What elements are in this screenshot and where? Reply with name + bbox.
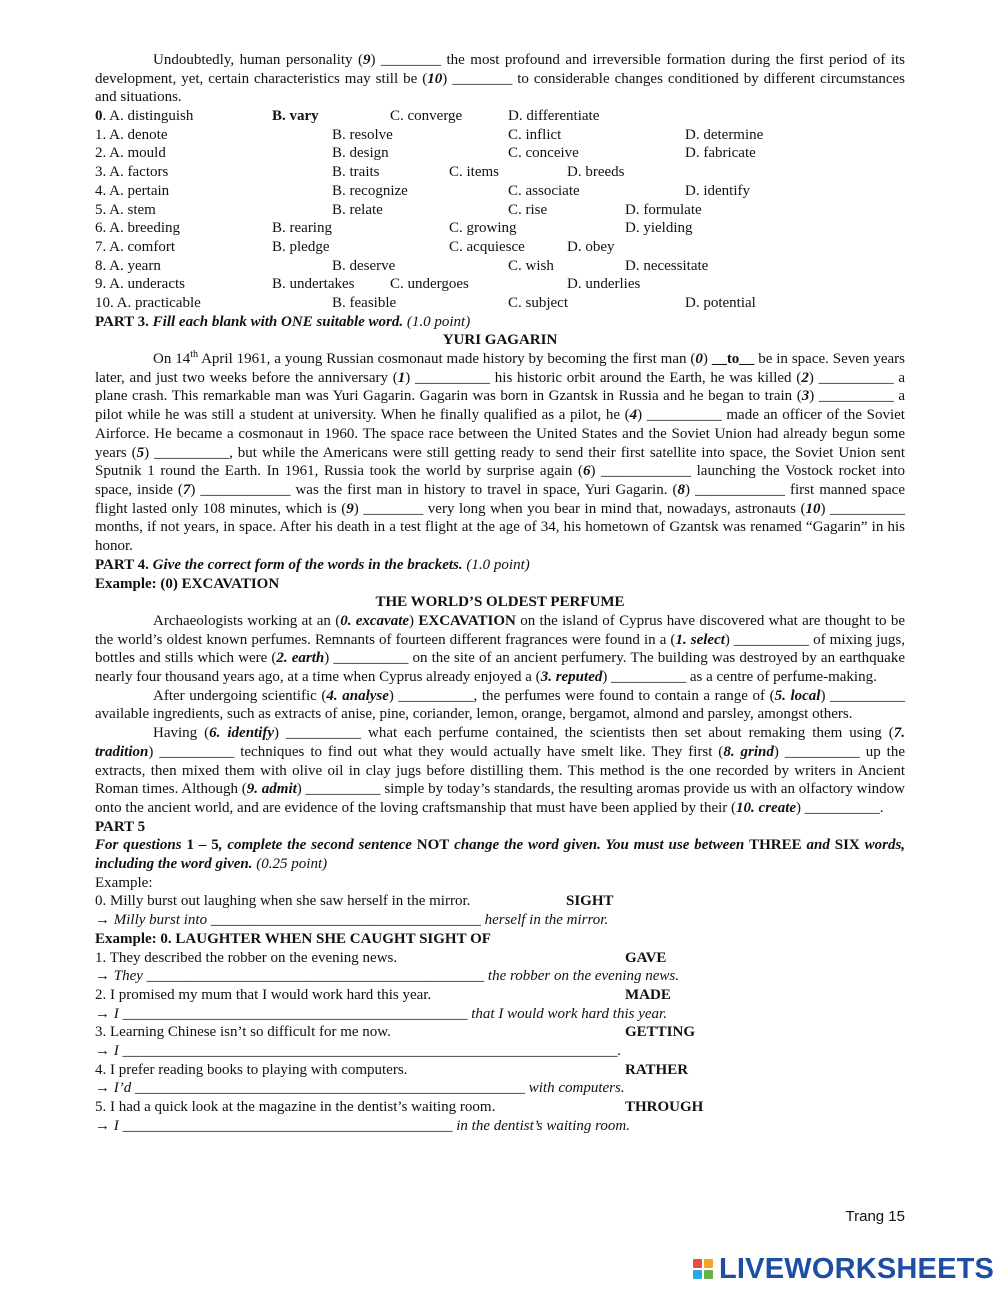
option-d: D. potential bbox=[685, 294, 756, 311]
question-sentence: 3. Learning Chinese isn’t so difficult for me now. bbox=[95, 1024, 391, 1041]
keyword: THROUGH bbox=[625, 1099, 704, 1116]
option-c: C. rise bbox=[508, 201, 548, 218]
option-b: B. recognize bbox=[332, 182, 408, 199]
option-d: D. fabricate bbox=[685, 145, 756, 162]
option-a: 5. A. stem bbox=[95, 201, 156, 218]
option-row bbox=[95, 219, 905, 238]
transformation-questions bbox=[95, 949, 905, 1136]
rewrite-end: . bbox=[617, 1042, 622, 1059]
option-d: D. necessitate bbox=[625, 257, 709, 274]
brand-name: LIVEWORKSHEETS bbox=[719, 1252, 995, 1285]
option-row bbox=[95, 275, 905, 294]
logo-grid-icon bbox=[693, 1259, 713, 1279]
example-answer: Example: 0. LAUGHTER WHEN SHE CAUGHT SIGHT OF bbox=[95, 930, 491, 947]
option-a: 4. A. pertain bbox=[95, 182, 170, 199]
rewrite-row bbox=[95, 1005, 905, 1024]
part5-instruction: For questions 1 – 5, complete the second sentence NOT change the word given. You must use between THREE and SIX words, including the word given. (0.25 point) bbox=[95, 837, 906, 873]
option-b: B. vary bbox=[272, 108, 319, 125]
option-c: C. associate bbox=[508, 182, 580, 199]
option-row bbox=[95, 144, 905, 163]
rewrite-end: in the dentist’s waiting room. bbox=[452, 1117, 631, 1134]
example-keyword: SIGHT bbox=[566, 893, 614, 910]
option-a: 7. A. comfort bbox=[95, 238, 175, 255]
rewrite-start: → I bbox=[95, 1005, 123, 1022]
keyword: RATHER bbox=[625, 1061, 689, 1078]
example-sentence-row: 0. Milly burst out laughing when she saw herself in the mirror. SIGHT bbox=[95, 893, 614, 910]
part5-heading: PART 5 bbox=[95, 818, 146, 835]
question-sentence-row bbox=[95, 1098, 905, 1117]
rewrite-row bbox=[95, 967, 905, 986]
part4-paragraph-3: Having (6. identify) __________ what each perfume contained, the scientists then set about remaking them using (7. tradition) __________ techniques to find out what they would actually have smelt like. They first (8. grind) __________ up the extracts, then mixed them with olive oil in clay jugs before distilling them. This method is the one recorded by writers in Ancient Roman times. Although (9. admit) __________ simple by today’s standards, the resulting aromas provide us with an olfactory window onto the ancient world, and are evidence of the loving craftsmanship that must have been applied by their (10. create) __________. bbox=[95, 725, 905, 816]
part4-title: THE WORLD’S OLDEST PERFUME bbox=[375, 594, 625, 611]
option-c: C. items bbox=[449, 164, 500, 181]
rewrite-start: → They bbox=[95, 968, 147, 985]
option-c: C. subject bbox=[508, 294, 568, 311]
option-c: C. conceive bbox=[508, 145, 579, 162]
answer-blank[interactable]: ______________________________________________ bbox=[122, 1005, 468, 1022]
answer-blank[interactable]: ____________________________________________________ bbox=[135, 1080, 525, 1097]
rewrite-start: → I bbox=[95, 1042, 123, 1059]
part4-heading: PART 4. Give the correct form of the words in the brackets. (1.0 point) bbox=[95, 556, 530, 573]
option-d: D. determine bbox=[685, 126, 764, 143]
part3-paragraph: On 14th April 1961, a young Russian cosmonaut made history by becoming the first man (0) __to__ be in space. Seven years later, and just two weeks before the anniversary (1) __________ his historic orbit around the Earth, he was killed (2) __________ a plane crash. This remarkable man was Yuri Gagarin. Gagarin was born in Gzantsk in Russia and he began to train (3) __________ a pilot while he was still a student at university. When he finally qualified as a pilot, he (4) __________ made an officer of the Soviet Airforce. He became a cosmonaut in 1960. The space race between the United States and the Soviet Union had already begun some years (5) __________, but while the Americans were still getting ready to send their first satellite into space, the Soviet Union sent Sputnik 1 round the Earth. In 1961, Russia took the world by surprise again (6) ____________ launching the Vostock rocket into space, inside (7) ____________ was the first man in history to travel in space, Yuri Gagarin. (8) ____________ first manned space flight lasted only 108 minutes, which is (9) ________ very long when you bear in mind that, nowadays, astronauts (10) __________ months, if not years, in space. After his death in a test flight at the age of 34, his hometown of Gzantsk was renamed “Gagarin” in his honor. bbox=[95, 349, 906, 555]
option-a: 8. A. yearn bbox=[95, 257, 161, 274]
question-sentence: 1. They described the robber on the evening news. bbox=[95, 949, 398, 966]
question-sentence: 5. I had a quick look at the magazine in the dentist’s waiting room. bbox=[95, 1099, 496, 1116]
option-c: C. undergoes bbox=[390, 276, 469, 293]
logo-square-3 bbox=[693, 1270, 702, 1279]
option-d: D. breeds bbox=[567, 164, 625, 181]
rewrite-start: → I bbox=[95, 1117, 123, 1134]
part3-heading: PART 3. Fill each blank with ONE suitable word. (1.0 point) bbox=[95, 313, 471, 330]
option-a: 6. A. breeding bbox=[95, 220, 180, 237]
option-b: B. pledge bbox=[272, 238, 330, 255]
option-b: B. feasible bbox=[332, 294, 397, 311]
example-rewrite-row: → Milly burst into ____________________________________ herself in the mirror. bbox=[95, 912, 609, 929]
rewrite-row bbox=[95, 1042, 905, 1061]
option-d: D. obey bbox=[567, 238, 615, 255]
logo-square-4 bbox=[704, 1270, 713, 1279]
option-c: C. converge bbox=[390, 108, 463, 125]
question-sentence: 2. I promised my mum that I would work hard this year. bbox=[95, 986, 432, 1003]
option-a: 3. A. factors bbox=[95, 164, 169, 181]
option-row bbox=[95, 294, 905, 313]
question-sentence-row bbox=[95, 1061, 905, 1080]
option-a: 1. A. denote bbox=[95, 126, 168, 143]
option-c: C. growing bbox=[449, 220, 517, 237]
question-sentence-row bbox=[95, 986, 905, 1005]
part3-title: YURI GAGARIN bbox=[442, 332, 558, 349]
part4-paragraph-1: Archaeologists working at an (0. excavate) EXCAVATION on the island of Cyprus have discovered what are thought to be the world’s oldest known perfumes. Remnants of fourteen different fragrances were found in a (1. select) __________ of mixing jugs, bottles and stills which were (2. earth) __________ on the site of an ancient perfumery. The building was destroyed by an earthquake nearly four thousand years ago, at a time when Cyprus already enjoyed a (3. reputed) __________ as a centre of perfume-making. bbox=[95, 612, 905, 686]
option-c: C. inflict bbox=[508, 126, 562, 143]
option-b: B. design bbox=[332, 145, 389, 162]
rewrite-row bbox=[95, 1079, 905, 1098]
option-row bbox=[95, 107, 905, 126]
options-list bbox=[95, 107, 905, 313]
rewrite-end: the robber on the evening news. bbox=[484, 968, 679, 985]
option-c: C. acquiesce bbox=[449, 238, 525, 255]
keyword: GAVE bbox=[625, 949, 667, 966]
option-row bbox=[95, 201, 905, 220]
option-a: 0. A. distinguish bbox=[95, 108, 194, 125]
option-row bbox=[95, 182, 905, 201]
question-sentence: 4. I prefer reading books to playing with computers. bbox=[95, 1061, 408, 1078]
rewrite-start: → I’d bbox=[95, 1080, 135, 1097]
option-d: D. formulate bbox=[625, 201, 702, 218]
option-a: 2. A. mould bbox=[95, 145, 166, 162]
option-a: 9. A. underacts bbox=[95, 276, 185, 293]
rewrite-end: that I would work hard this year. bbox=[467, 1005, 667, 1022]
worksheet-page bbox=[95, 51, 905, 1135]
option-d: D. identify bbox=[685, 182, 750, 199]
question-sentence-row bbox=[95, 949, 905, 968]
answer-blank[interactable]: _____________________________________________ bbox=[146, 968, 485, 985]
option-c: C. wish bbox=[508, 257, 554, 274]
logo-square-2 bbox=[704, 1259, 713, 1268]
option-b: B. rearing bbox=[272, 220, 332, 237]
liveworksheets-logo bbox=[693, 1254, 994, 1284]
answer-blank[interactable]: ____________________________________________ bbox=[122, 1117, 453, 1134]
option-a: 10. A. practicable bbox=[95, 294, 201, 311]
option-row bbox=[95, 257, 905, 276]
part5-example-label: Example: bbox=[95, 874, 153, 891]
option-row bbox=[95, 163, 905, 182]
rewrite-row bbox=[95, 1117, 905, 1136]
option-b: B. traits bbox=[332, 164, 380, 181]
part2-paragraph: Undoubtedly, human personality (9) ________ the most profound and irreversible formation during the first period of its development, yet, certain characteristics may still be (10) ________ to considerable changes conditioned by different circumstances and situations. bbox=[95, 52, 905, 106]
option-d: D. underlies bbox=[567, 276, 641, 293]
question-sentence-row bbox=[95, 1023, 905, 1042]
rewrite-end: with computers. bbox=[525, 1080, 625, 1097]
keyword: MADE bbox=[625, 986, 671, 1003]
page-number: Trang 15 bbox=[845, 1208, 905, 1225]
option-row bbox=[95, 238, 905, 257]
option-d: D. differentiate bbox=[508, 108, 600, 125]
option-b: B. undertakes bbox=[272, 276, 355, 293]
part4-paragraph-2: After undergoing scientific (4. analyse) __________, the perfumes were found to contain a range of (5. local) __________ available ingredients, such as extracts of anise, pine, coriander, lemon, orange, bergamot, almond and parsley, amongst others. bbox=[95, 687, 906, 723]
option-row bbox=[95, 126, 905, 145]
option-d: D. yielding bbox=[625, 220, 693, 237]
part4-example: Example: (0) EXCAVATION bbox=[95, 575, 280, 592]
option-b: B. deserve bbox=[332, 257, 396, 274]
logo-square-1 bbox=[693, 1259, 702, 1268]
option-b: B. relate bbox=[332, 201, 383, 218]
option-b: B. resolve bbox=[332, 126, 393, 143]
keyword: GETTING bbox=[625, 1024, 696, 1041]
answer-blank[interactable]: __________________________________________________________________ bbox=[122, 1042, 618, 1059]
